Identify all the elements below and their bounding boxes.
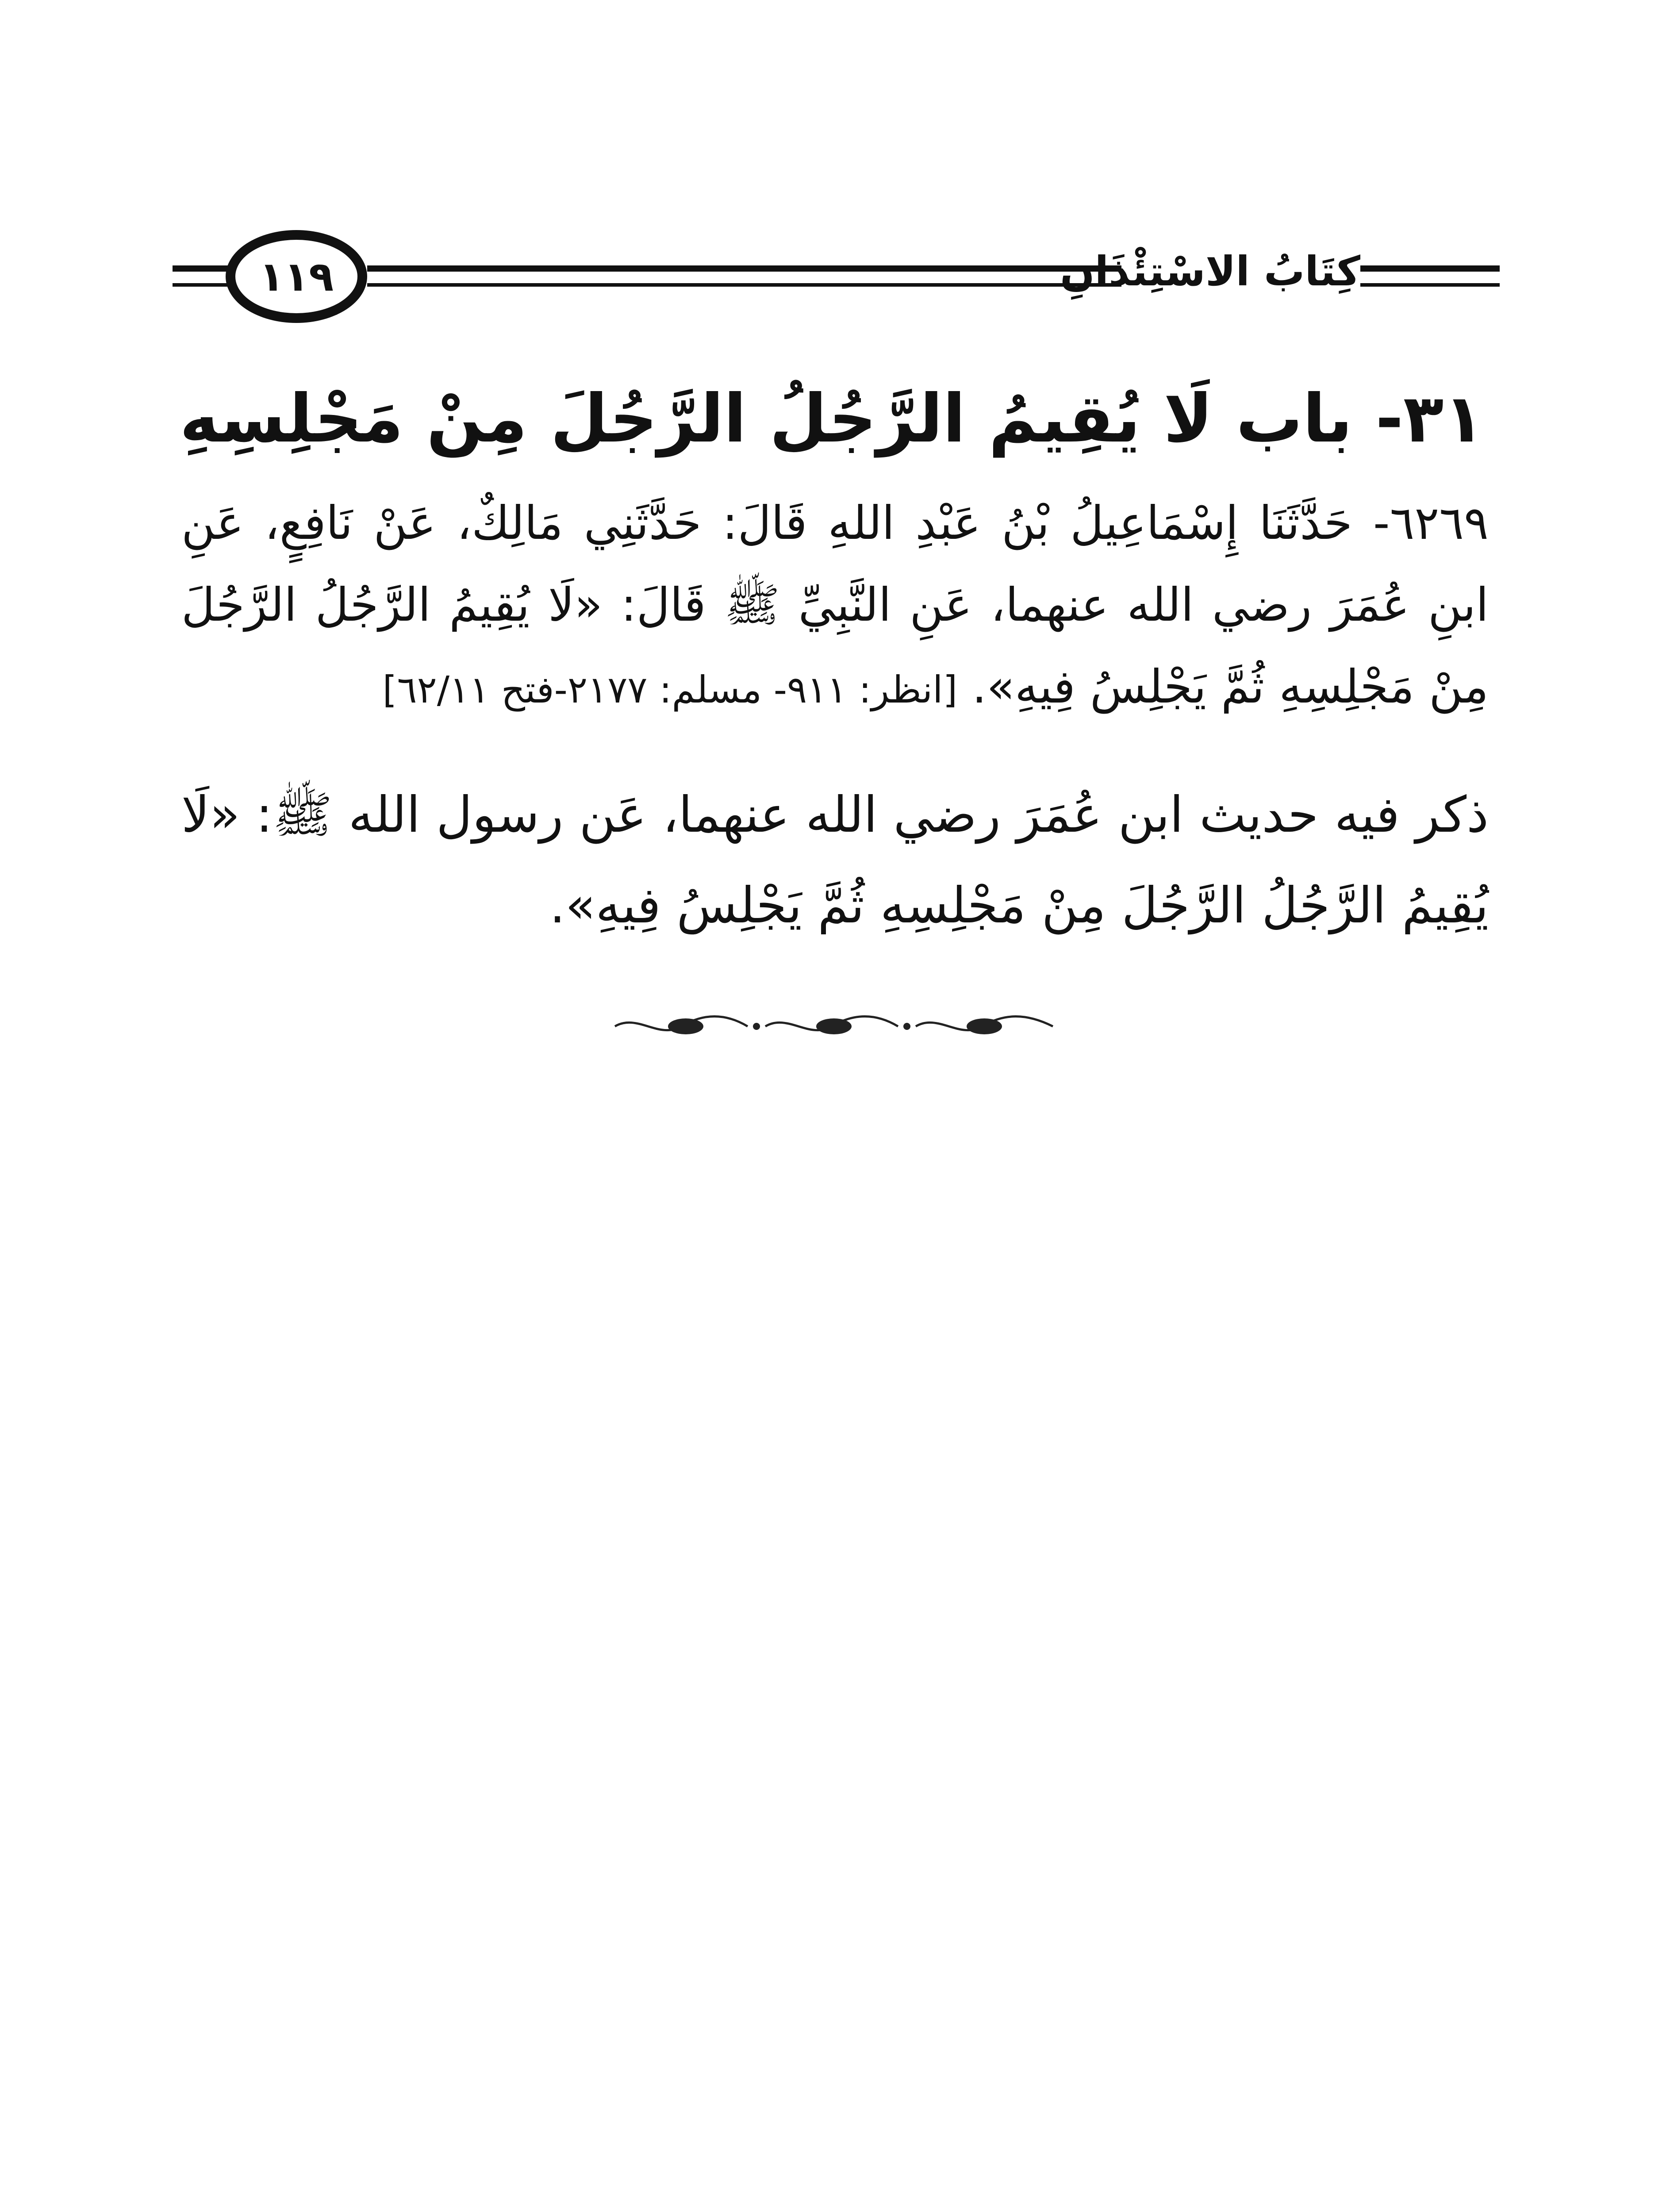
section-end-ornament — [610, 1011, 1057, 1042]
hadith-text: ٦٢٦٩- حَدَّثَنَا إِسْمَاعِيلُ بْنُ عَبْدِ اللهِ قَالَ: حَدَّثَنِي مَالِكٌ، عَنْ نَافِعٍ، عَنِ ابنِ عُمَرَ رضي الله عنهما، عَنِ النَّبِيِّ ﷺ قَالَ: «لَا يُقِيمُ الرَّجُلُ الرَّجُلَ مِنْ مَجْلِسِهِ ثُمَّ يَجْلِسُ فِيهِ». — [181, 496, 1489, 714]
commentary-paragraph: ذكر فيه حديث ابن عُمَرَ رضي الله عنهما، عَن رسول الله ﷺ: «لَا يُقِيمُ الرَّجُلُ الرَّجُلَ مِنْ مَجْلِسِهِ ثُمَّ يَجْلِسُ فِيهِ». — [181, 786, 1489, 934]
page-number-text: ١١٩ — [259, 253, 334, 300]
hadith-paragraph — [181, 482, 1489, 731]
chapter-heading: ٣١- باب لَا يُقِيمُ الرَّجُلُ الرَّجُلَ مِنْ مَجْلِسِهِ — [180, 380, 1484, 457]
running-title: كِتَابُ الاسْتِئْذَانِ — [1060, 248, 1360, 295]
header-rule-long-bottom — [367, 283, 1124, 287]
header-rule-left-bottom — [173, 283, 230, 287]
hadith-reference: [انظر: ٩١١- مسلم: ٢١٧٧-فتح ٦٢/١١] — [382, 668, 958, 711]
header-rule-long-top — [367, 265, 1124, 272]
header-rule-left-top — [173, 265, 230, 272]
page-number — [226, 230, 367, 323]
